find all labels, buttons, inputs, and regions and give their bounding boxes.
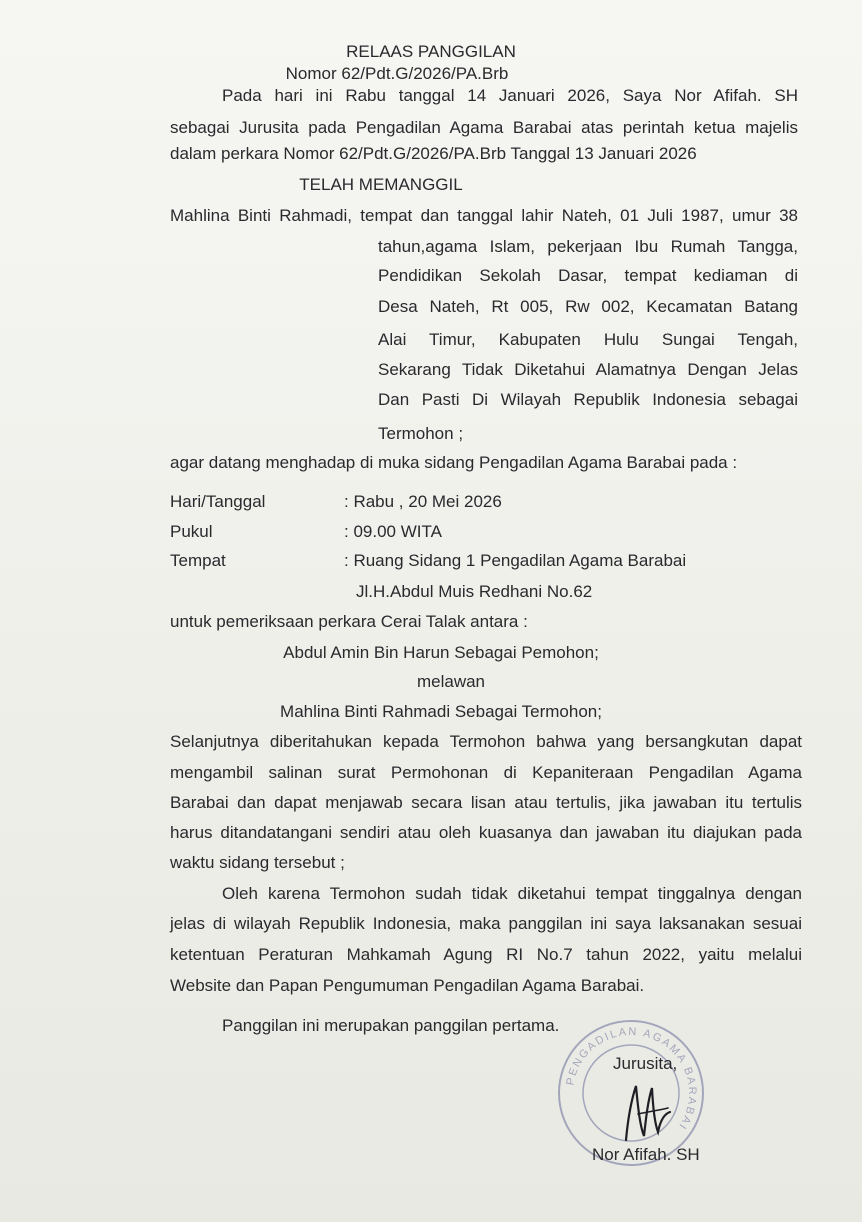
respondent-line: Mahlina Binti Rahmadi Sebagai Termohon; [280,702,602,721]
party-line-3: Pendidikan Sekolah Dasar, tempat kediaman di [378,266,798,285]
notice-line-1: Selanjutnya diberitahukan kepada Termohon bahwa yang bersangkutan dapat [170,732,802,751]
reason-line-3: ketentuan Peraturan Mahkamah Agung RI No.7 tahun 2022, yaitu melalui [170,945,802,964]
summon-heading: TELAH MEMANGGIL [299,175,463,194]
appear-line: agar datang menghadap di muka sidang Pengadilan Agama Barabai pada : [170,453,738,472]
intro-line-2: sebagai Jurusita pada Pengadilan Agama Barabai atas perintah ketua majelis [170,118,798,137]
time-label: Pukul [170,522,213,541]
notice-line-5: waktu sidang tersebut ; [170,853,345,872]
document-title: RELAAS PANGGILAN [346,42,516,61]
reason-line-2: jelas di wilayah Republik Indonesia, maka panggilan ini saya laksanakan sesuai [170,914,802,933]
party-line-6: Sekarang Tidak Diketahui Alamatnya Dengan Jelas [378,360,798,379]
petitioner-line: Abdul Amin Bin Harun Sebagai Pemohon; [283,643,599,662]
versus-line: melawan [416,672,486,691]
notice-line-3: Barabai dan dapat menjawab secara lisan atau tertulis, jika jawaban itu tertulis [170,793,802,812]
place-label: Tempat [170,551,226,570]
notice-line-2: mengambil salinan surat Permohonan di Kepaniteraan Pengadilan Agama [170,763,802,782]
day-value: : Rabu , 20 Mei 2026 [344,492,502,511]
handwritten-signature-icon [618,1078,678,1148]
place-value: : Ruang Sidang 1 Pengadilan Agama Barabai [344,551,687,570]
signatory-name: Nor Afifah. SH [592,1145,700,1164]
place-address: Jl.H.Abdul Muis Redhani No.62 [356,582,593,601]
party-line-1: Mahlina Binti Rahmadi, tempat dan tanggal lahir Nateh, 01 Juli 1987, umur 38 [170,206,798,225]
time-value: : 09.00 WITA [344,522,442,541]
closing-line: Panggilan ini merupakan panggilan pertama. [222,1016,560,1035]
party-line-8: Termohon ; [378,424,464,443]
signature-role: Jurusita, [613,1054,678,1073]
case-number: Nomor 62/Pdt.G/2026/PA.Brb [285,64,509,83]
party-line-4: Desa Nateh, Rt 005, Rw 002, Kecamatan Batang [378,297,798,316]
svg-text:PENGADILAN AGAMA BARABAI: PENGADILAN AGAMA BARABAI [564,1025,699,1133]
notice-line-4: harus ditandatangani sendiri atau oleh kuasanya dan jawaban itu diajukan pada [170,823,802,842]
party-line-2: tahun,agama Islam, pekerjaan Ibu Rumah Tangga, [378,237,798,256]
day-label: Hari/Tanggal [170,492,266,511]
party-line-7: Dan Pasti Di Wilayah Republik Indonesia sebagai [378,390,798,409]
reason-line-1: Oleh karena Termohon sudah tidak diketahui tempat tinggalnya dengan [222,884,802,903]
intro-line-1: Pada hari ini Rabu tanggal 14 Januari 2026, Saya Nor Afifah. SH [222,86,798,105]
reason-line-4: Website dan Papan Pengumuman Pengadilan Agama Barabai. [170,976,645,995]
case-line: untuk pemeriksaan perkara Cerai Talak antara : [170,612,528,631]
party-line-5: Alai Timur, Kabupaten Hulu Sungai Tengah, [378,330,798,349]
intro-line-3: dalam perkara Nomor 62/Pdt.G/2026/PA.Brb Tanggal 13 Januari 2026 [170,144,697,163]
